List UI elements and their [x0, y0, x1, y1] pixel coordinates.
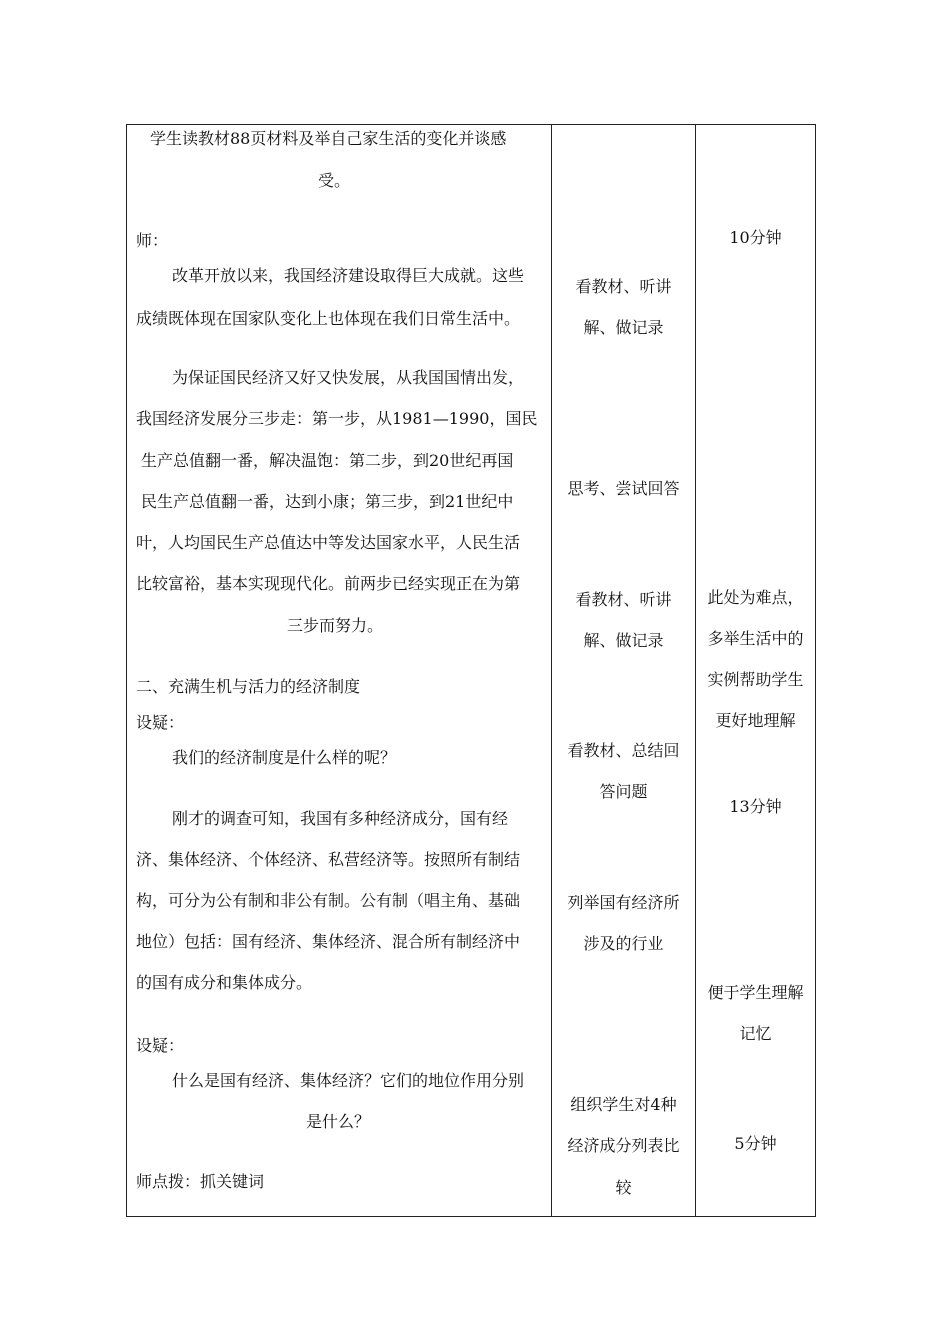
- question-label: 设疑：: [136, 1036, 185, 1055]
- activity-line: 思考、尝试回答: [567, 479, 680, 498]
- question-text: 我们的经济制度是什么样的呢？: [172, 748, 397, 767]
- content-line: 成绩既体现在国家队变化上也体现在我们日常生活中。: [136, 309, 521, 328]
- content-line: 构，可分为公有制和非公有制。公有制（唱主角、基础: [136, 891, 521, 910]
- activity-line: 答问题: [599, 782, 648, 801]
- activity-line: 看教材、总结回: [567, 741, 680, 760]
- time-note: 13分钟: [729, 797, 782, 816]
- content-line: 我国经济发展分三步走：第一步，从1981—1990，国民: [136, 409, 538, 428]
- content-line: 生产总值翻一番，解决温饱：第二步，到20世纪再国: [141, 451, 514, 470]
- content-line: 民生产总值翻一番，达到小康；第三步，到21世纪中: [141, 492, 514, 511]
- activity-line: 经济成分列表比: [567, 1136, 680, 1155]
- activity-line: 较: [615, 1178, 632, 1197]
- content-line: 叶，人均国民生产总值达中等发达国家水平，人民生活: [136, 533, 521, 552]
- teacher-tip: 师点拨：抓关键词: [136, 1172, 265, 1191]
- activity-line: 看教材、听讲: [575, 277, 672, 296]
- activity-line: 看教材、听讲: [575, 590, 672, 609]
- content-line: 地位）包括：国有经济、集体经济、混合所有制经济中: [136, 932, 521, 951]
- note-line: 此处为难点，: [707, 588, 804, 607]
- activity-line: 组织学生对4种: [570, 1095, 677, 1114]
- note-line: 更好地理解: [715, 711, 796, 730]
- note-line: 多举生活中的: [707, 629, 804, 648]
- content-line: 为保证国民经济又好又快发展，从我国国情出发，: [172, 368, 525, 387]
- teacher-label: 师：: [136, 231, 169, 250]
- content-line: 刚才的调查可知，我国有多种经济成分，国有经: [172, 809, 509, 828]
- question-text: 什么是国有经济、集体经济？它们的地位作用分别: [172, 1071, 525, 1090]
- activity-line: 涉及的行业: [583, 934, 664, 953]
- time-note: 10分钟: [729, 228, 782, 247]
- content-line: 受。: [318, 171, 351, 190]
- note-line: 便于学生理解: [707, 983, 804, 1002]
- note-line: 记忆: [739, 1024, 772, 1043]
- content-line: 三步而努力。: [287, 616, 384, 635]
- question-label: 设疑：: [136, 713, 185, 732]
- content-line: 改革开放以来，我国经济建设取得巨大成就。这些: [172, 266, 525, 285]
- content-line: 比较富裕，基本实现现代化。前两步已经实现正在为第: [136, 574, 521, 593]
- time-note: 5分钟: [734, 1134, 777, 1153]
- question-text: 是什么？: [306, 1112, 371, 1131]
- activity-line: 解、做记录: [583, 318, 664, 337]
- content-line: 济、集体经济、个体经济、私营经济等。按照所有制结: [136, 850, 521, 869]
- note-line: 实例帮助学生: [707, 670, 804, 689]
- activity-line: 解、做记录: [583, 631, 664, 650]
- content-line: 的国有成分和集体成分。: [136, 973, 313, 992]
- section-heading: 二、充满生机与活力的经济制度: [136, 677, 361, 696]
- activity-line: 列举国有经济所: [567, 893, 680, 912]
- content-line: 学生读教材88页材料及举自己家生活的变化并谈感: [150, 129, 507, 148]
